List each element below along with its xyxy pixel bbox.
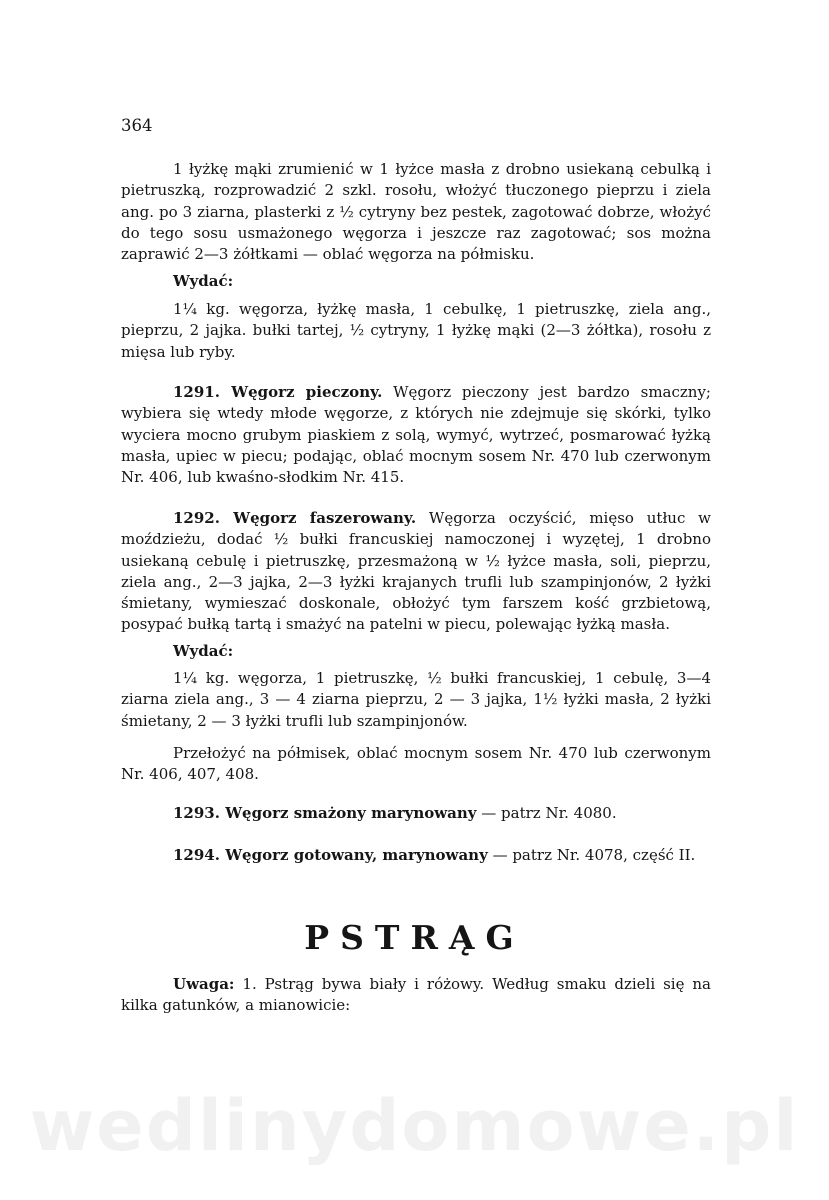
recipe-1293-text: — patrz Nr. 4080. bbox=[481, 804, 617, 822]
note-label: Uwaga: bbox=[173, 975, 235, 993]
ingredients-list-1 bbox=[121, 299, 711, 363]
note-paragraph bbox=[121, 974, 711, 1017]
recipe-1293 bbox=[121, 803, 711, 824]
recipe-1292-text: Węgorza oczyścić, mięso utłuc w moździeżu, dodać ½ bułki francuskiej namoczonej i wyzętej, 1 drobno usiekaną cebulę i pietruszkę, przesmażoną w ½ łyżce masła, soli, pieprzu, ziela ang., 2—3 jajka, 2—3 łyżki krajanych trufli lub szampinjonów, 2 łyżki śmietany, wymieszać doskonale, obłożyć tym farszem kość grzbietową, posypać bułką tartą i smażyć na patelni w piecu, polewając łyżką masła. bbox=[121, 509, 711, 634]
recipe-1294-text: — patrz Nr. 4078, część II. bbox=[492, 846, 696, 864]
recipe-1291-title: 1291. Węgorz pieczony. bbox=[173, 383, 383, 401]
serving-note-text: Przełożyć na półmisek, oblać mocnym sosem Nr. 470 lub czerwonym Nr. 406, 407, 408. bbox=[121, 744, 711, 784]
ingredients-list-2 bbox=[121, 668, 711, 732]
ingredients-2-text: 1¼ kg. węgorza, 1 pietruszkę, ½ bułki francuskiej, 1 cebulę, 3—4 ziarna ziela ang., 3 — 4 ziarna pieprzu, 2 — 3 jajka, 1½ łyżki masła, 2 łyżki śmietany, 2 — 3 łyżki trufli lub szampinjonów. bbox=[121, 669, 711, 730]
recipe-1294 bbox=[121, 845, 711, 866]
recipe-1292-title: 1292. Węgorz faszerowany. bbox=[173, 509, 417, 527]
intro-text: 1 łyżkę mąki zrumienić w 1 łyżce masła z drobno usiekaną cebulką i pietruszką, rozprowadzić 2 szkl. rosołu, włożyć tłuczonego pieprzu i ziela ang. po 3 ziarna, plasterki z ½ cytryny bez pestek, zagotować dobrze, włożyć do tego sosu usmażonego węgorza i jeszcze raz zagotować; sos można zaprawić 2—3 żółtkami — oblać węgorza na półmisku. bbox=[121, 160, 711, 264]
recipe-1293-title: 1293. Węgorz smażony marynowany bbox=[173, 804, 477, 822]
serve-heading-1: Wydać: bbox=[173, 272, 234, 290]
serving-note bbox=[121, 743, 711, 786]
section-title: PSTRĄG bbox=[304, 918, 525, 957]
recipe-1292 bbox=[121, 508, 711, 636]
intro-paragraph bbox=[121, 159, 711, 265]
recipe-1291 bbox=[121, 382, 711, 488]
recipe-1294-title: 1294. Węgorz gotowany, marynowany bbox=[173, 846, 488, 864]
serve-heading-2: Wydać: bbox=[173, 642, 234, 660]
page-number: 364 bbox=[121, 116, 153, 135]
ingredients-1-text: 1¼ kg. węgorza, łyżkę masła, 1 cebulkę, 1 pietruszkę, ziela ang., pieprzu, 2 jajka. bułki tartej, ½ cytryny, 1 łyżkę mąki (2—3 żółtka), rosołu z mięsa lub ryby. bbox=[121, 300, 711, 361]
watermark: wedlinydomowe.pl bbox=[29, 1085, 800, 1167]
note-text: 1. Pstrąg bywa biały i różowy. Według smaku dzieli się na kilka gatunków, a mianowicie: bbox=[121, 975, 711, 1015]
recipe-1291-text: Węgorz pieczony jest bardzo smaczny; wybiera się wtedy młode węgorze, z których nie zdejmuje się skórki, tylko wyciera mocno grubym piaskiem z solą, wymyć, wytrzeć, posmarować łyżką masła, upiec w piecu; podając, oblać mocnym sosem Nr. 470 lub czerwonym Nr. 406, lub kwaśno-słodkim Nr. 415. bbox=[121, 383, 711, 487]
